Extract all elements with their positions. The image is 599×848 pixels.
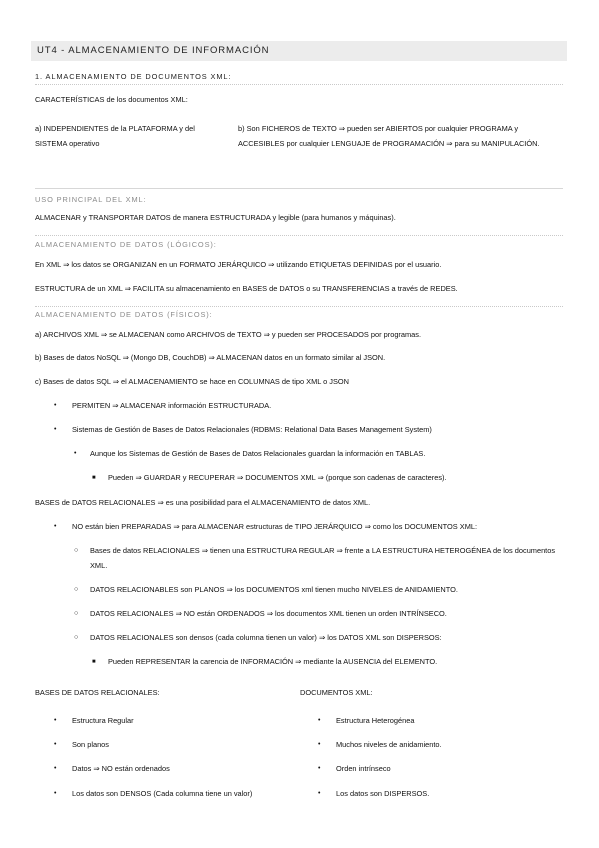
- list-item: Bases de datos RELACIONALES ⇒ tienen una ESTRUCTURA REGULAR ⇒ frente a LA ESTRUCTURA HETEROGÉNEA de los documentos XML.: [90, 546, 556, 570]
- characteristics-label: CARACTERÍSTICAS de los documentos XML:: [35, 95, 188, 104]
- bullet-disc: •: [318, 790, 321, 797]
- logicos-line-2: ESTRUCTURA de un XML ⇒ FACILITA su almacenamiento en BASES de DATOS o su TRANSFERENCIAS a través de REDES.: [35, 284, 458, 293]
- bullet-disc: •: [74, 450, 77, 457]
- compare-left-item: Los datos son DENSOS (Cada columna tiene un valor): [72, 789, 253, 798]
- section-heading: 1. ALMACENAMIENTO DE DOCUMENTOS XML:: [35, 72, 232, 81]
- bullet-disc: •: [318, 741, 321, 748]
- list-item: NO están bien PREPARADAS ⇒ para ALMACENAR estructuras de TIPO JERÁRQUICO ⇒ como los DOCUMENTOS XML:: [72, 522, 478, 531]
- divider: [35, 306, 563, 307]
- logicos-heading: ALMACENAMIENTO DE DATOS (LÓGICOS):: [35, 240, 217, 249]
- compare-right-item: Los datos son DISPERSOS.: [336, 789, 430, 798]
- bullet-disc: •: [54, 426, 57, 433]
- bdr-intro: BASES de DATOS RELACIONALES ⇒ es una posibilidad para el ALMACENAMIENTO de datos XML.: [35, 498, 371, 507]
- bullet-circle: ○: [74, 586, 79, 593]
- compare-left-item: Estructura Regular: [72, 716, 134, 725]
- compare-right-item: Estructura Heterogénea: [336, 716, 415, 725]
- list-item: PERMITEN ⇒ ALMACENAR información ESTRUCTURADA.: [72, 401, 272, 410]
- page-title: UT4 - ALMACENAMIENTO DE INFORMACIÓN: [37, 45, 270, 56]
- compare-left-heading: BASES DE DATOS RELACIONALES:: [35, 688, 160, 697]
- bullet-disc: •: [54, 741, 57, 748]
- list-item: Sistemas de Gestión de Bases de Datos Relacionales (RDBMS: Relational Data Bases Management System): [72, 425, 432, 434]
- compare-right-item: Muchos niveles de anidamiento.: [336, 740, 442, 749]
- fisicos-c: c) Bases de datos SQL ⇒ el ALMACENAMIENTO se hace en COLUMNAS de tipo XML o JSON: [35, 377, 349, 386]
- list-item: Pueden REPRESENTAR la carencia de INFORMACIÓN ⇒ mediante la AUSENCIA del ELEMENTO.: [108, 657, 438, 666]
- characteristic-a: a) INDEPENDIENTES de la PLATAFORMA y del SISTEMA operativo: [35, 124, 195, 148]
- divider: [35, 84, 563, 85]
- compare-left-item: Datos ⇒ NO están ordenados: [72, 764, 170, 773]
- bullet-disc: •: [318, 717, 321, 724]
- compare-right-heading: DOCUMENTOS XML:: [300, 688, 373, 697]
- uso-heading: USO PRINCIPAL DEL XML:: [35, 195, 147, 204]
- divider: [35, 235, 563, 236]
- bullet-disc: •: [318, 765, 321, 772]
- logicos-line-1: En XML ⇒ los datos se ORGANIZAN en un FORMATO JERÁRQUICO ⇒ utilizando ETIQUETAS DEFINIDAS por el usuario.: [35, 260, 442, 269]
- bullet-disc: •: [54, 402, 57, 409]
- bullet-square: ■: [92, 659, 96, 665]
- fisicos-heading: ALMACENAMIENTO DE DATOS (FÍSICOS):: [35, 310, 213, 319]
- uso-text: ALMACENAR y TRANSPORTAR DATOS de manera ESTRUCTURADA y legible (para humanos y máquinas).: [35, 213, 396, 222]
- bullet-square: ■: [92, 475, 96, 481]
- bullet-disc: •: [54, 717, 57, 724]
- bullet-circle: ○: [74, 610, 79, 617]
- compare-right-item: Orden intrínseco: [336, 764, 391, 773]
- list-item: Aunque los Sistemas de Gestión de Bases de Datos Relacionales guardan la información en TABLAS.: [90, 449, 426, 458]
- list-item: DATOS RELACIONALES son densos (cada columna tienen un valor) ⇒ los DATOS XML son DISPERSOS:: [90, 633, 442, 642]
- list-item: Pueden ⇒ GUARDAR y RECUPERAR ⇒ DOCUMENTOS XML ⇒ (porque son cadenas de caracteres).: [108, 473, 447, 482]
- title-bar: [31, 41, 567, 61]
- bullet-disc: •: [54, 523, 57, 530]
- fisicos-b: b) Bases de datos NoSQL ⇒ (Mongo DB, CouchDB) ⇒ ALMACENAN datos en un formato similar al JSON.: [35, 353, 386, 362]
- bullet-disc: •: [54, 790, 57, 797]
- bullet-circle: ○: [74, 547, 79, 554]
- characteristic-b: b) Son FICHEROS de TEXTO ⇒ pueden ser ABIERTOS por cualquier PROGRAMA y ACCESIBLES por cualquier LENGUAJE de PROGRAMACIÓN ⇒ para su MANIPULACIÓN.: [238, 124, 540, 148]
- divider: [35, 188, 563, 189]
- fisicos-a: a) ARCHIVOS XML ⇒ se ALMACENAN como ARCHIVOS de TEXTO ⇒ y pueden ser PROCESADOS por programas.: [35, 330, 422, 339]
- bullet-circle: ○: [74, 634, 79, 641]
- compare-left-item: Son planos: [72, 740, 109, 749]
- list-item: DATOS RELACIONABLES son PLANOS ⇒ los DOCUMENTOS xml tienen mucho NIVELES de ANIDAMIENTO.: [90, 585, 458, 594]
- list-item: DATOS RELACIONALES ⇒ NO están ORDENADOS ⇒ los documentos XML tienen un orden INTRÍNSECO.: [90, 609, 447, 618]
- bullet-disc: •: [54, 765, 57, 772]
